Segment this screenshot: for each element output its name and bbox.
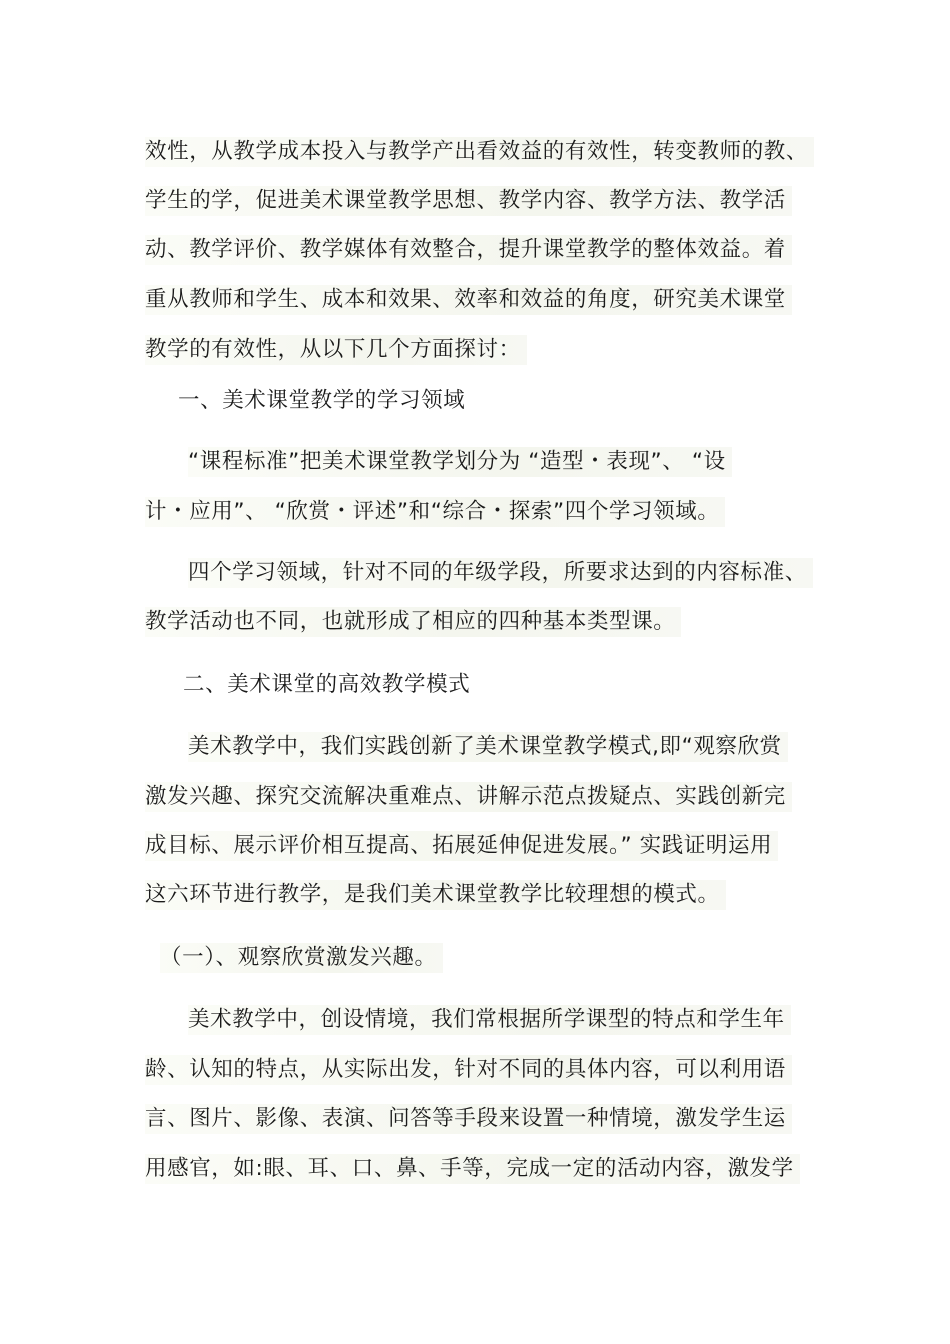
paragraph-line: 教学活动也不同，也就形成了相应的四种基本类型课。 xyxy=(145,607,681,637)
paragraph-line: 重从教师和学生、成本和效果、效率和效益的角度，研究美术课堂 xyxy=(145,285,792,315)
paragraph-line: 美术教学中，创设情境，我们常根据所学课型的特点和学生年 xyxy=(188,1005,791,1035)
section-heading: 一、美术课堂教学的学习领域 xyxy=(178,388,466,413)
paragraph-line: “课程标准”把美术课堂教学划分为 “造型・表现”、 “设 xyxy=(188,447,732,477)
paragraph-line: 美术教学中，我们实践创新了美术课堂教学模式,即“观察欣赏 xyxy=(188,732,788,762)
paragraph-line: 计・应用”、 “欣赏・评述”和“综合・探索”四个学习领域。 xyxy=(145,497,725,527)
subsection-heading: （一）、观察欣赏激发兴趣。 xyxy=(160,943,443,973)
paragraph-line: 效性，从教学成本投入与教学产出看效益的有效性，转变教师的教、 xyxy=(145,137,814,167)
paragraph-line: 教学的有效性，从以下几个方面探讨： xyxy=(145,335,527,365)
paragraph-line: 用感官，如:眼、耳、口、鼻、手等，完成一定的活动内容，激发学 xyxy=(145,1154,800,1184)
paragraph-line: 龄、认知的特点，从实际出发，针对不同的具体内容，可以利用语 xyxy=(145,1055,792,1085)
paragraph-line: 激发兴趣、探究交流解决重难点、讲解示范点拨疑点、实践创新完 xyxy=(145,782,792,812)
paragraph-line: 动、教学评价、教学媒体有效整合，提升课堂教学的整体效益。着 xyxy=(145,235,792,265)
paragraph-line: 成目标、展示评价相互提高、拓展延伸促进发展。” 实践证明运用 xyxy=(145,831,778,861)
paragraph-line: 言、图片、影像、表演、问答等手段来设置一种情境，激发学生运 xyxy=(145,1104,792,1134)
section-heading: 二、美术课堂的高效教学模式 xyxy=(183,672,471,697)
paragraph-line: 这六环节进行教学，是我们美术课堂教学比较理想的模式。 xyxy=(145,880,726,910)
paragraph-line: 学生的学，促进美术课堂教学思想、教学内容、教学方法、教学活 xyxy=(145,186,792,216)
paragraph-line: 四个学习领域，针对不同的年级学段，所要求达到的内容标准、 xyxy=(188,558,813,588)
